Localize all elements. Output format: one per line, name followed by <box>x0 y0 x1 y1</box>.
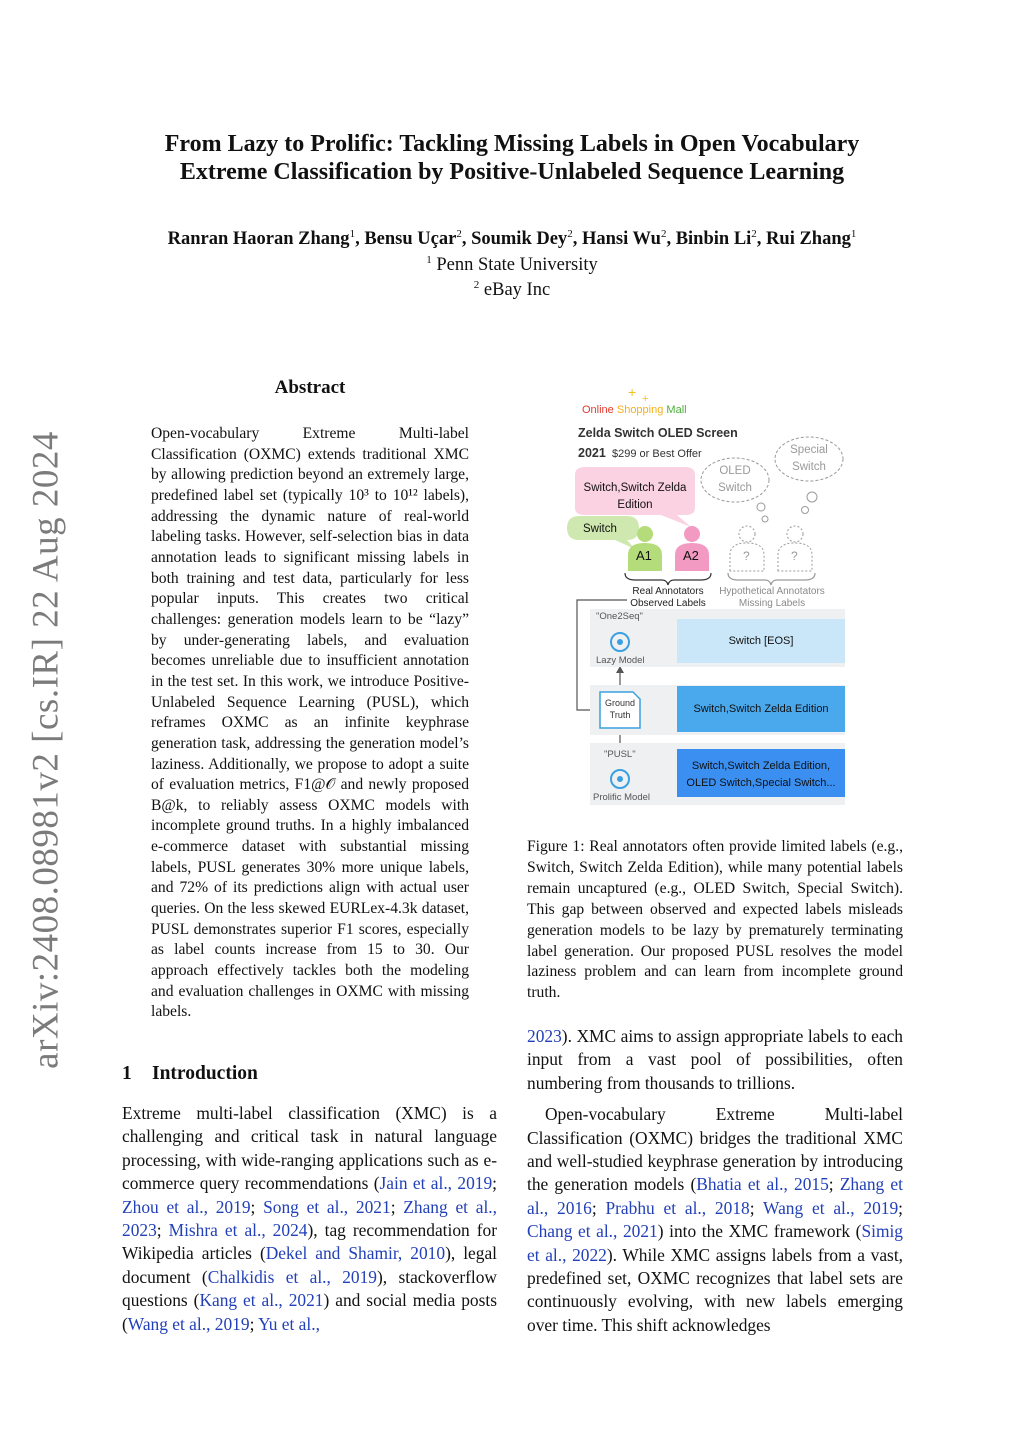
abstract-heading: Abstract <box>274 377 346 398</box>
citation-link[interactable]: Bhatia et al., 2015 <box>696 1174 829 1195</box>
missing-labels-label: Missing Labels <box>738 598 806 609</box>
unknown-annotator-mark: ? <box>791 549 798 563</box>
annotator-a2-label: A2 <box>683 548 699 563</box>
thought-special-text: Special Switch <box>790 444 828 473</box>
body-text: ; <box>250 1196 264 1217</box>
prolific-output-box <box>677 749 845 797</box>
figure-1-caption: Figure 1: Real annotators often provide limited labels (e.g., Switch, Switch Zelda Edition), while many potential labels remain uncaptured (e.g., OLED Switch, Special Switch). This gap between observed and expected labels misleads generation models to be lazy by prematurely terminating label generation. Our proposed PUSL resolves the model laziness problem and can learn from incomplete ground truth. <box>527 838 903 1002</box>
thought-dot <box>762 516 768 522</box>
paper-title <box>100 130 924 186</box>
citation-link[interactable]: Kang et al., 2021 <box>199 1290 324 1311</box>
mall-word: Mall <box>666 404 687 416</box>
thought-dot <box>807 492 817 502</box>
body-text: ) into the XMC framework ( <box>657 1221 862 1242</box>
lazy-model-icon-core <box>617 639 623 645</box>
affiliation-number: 1 <box>426 254 432 266</box>
body-text: ; <box>492 1173 497 1194</box>
author-affiliation-mark: 1 <box>349 228 356 240</box>
body-text: ; <box>249 1313 259 1334</box>
author-affiliation-mark: 2 <box>567 228 573 240</box>
body-text: ), stackoverflow questions ( <box>122 1266 497 1311</box>
product-year: 2021 <box>578 446 606 460</box>
author-name: Soumik Dey <box>471 229 568 249</box>
affiliation-name: Penn State University <box>436 255 598 275</box>
author-name: Binbin Li <box>675 229 752 249</box>
flow-arrowhead <box>616 666 624 673</box>
hypothetical-annotator-head <box>739 526 755 542</box>
one2seq-label: "One2Seq" <box>596 611 643 622</box>
body-text: ). While XMC assigns labels from a vast, predefined set, OXMC recognizes that label sets are continuously evolving, with new labels emerging over time. This shift acknowledges <box>527 1244 903 1335</box>
thought-dot <box>757 503 765 511</box>
mall-label <box>582 404 687 416</box>
product-price: $299 or Best Offer <box>612 448 702 460</box>
prolific-model-icon-core <box>617 776 623 782</box>
introduction-paragraph <box>527 1103 903 1337</box>
affiliation-number: 2 <box>473 279 480 291</box>
body-text: ; <box>828 1174 840 1195</box>
body-text: ; <box>591 1197 606 1218</box>
citation-link[interactable]: Chang et al., 2021 <box>527 1221 658 1242</box>
body-text: ), legal document ( <box>122 1243 497 1287</box>
annotator-a1-label: A1 <box>636 548 652 563</box>
citation-link[interactable]: Chalkidis et al., 2019 <box>207 1266 377 1287</box>
citation-link[interactable]: Mishra et al., 2024 <box>168 1220 308 1241</box>
hypothetical-annotators-label: Hypothetical Annotators <box>719 586 825 597</box>
annotator-a1-head <box>637 526 653 542</box>
body-text: Extreme multi-label classification (XMC) is a challenging and critical task in natural language processing, with wide-ranging applications such as e-commerce query recommendations ( <box>122 1103 497 1194</box>
annotator-a2-head <box>684 526 700 542</box>
bubble-a1-text: Switch <box>583 523 617 535</box>
body-text: ; <box>749 1197 764 1218</box>
author-affiliation-mark: 1 <box>850 228 857 240</box>
sparkle-icon: + <box>642 393 649 405</box>
introduction-paragraph <box>122 1102 497 1336</box>
author-affiliation-mark: 2 <box>660 228 667 240</box>
author-name: Rui Zhang <box>766 229 851 249</box>
title-line-1: From Lazy to Prolific: Tackling Missing Labels in Open Vocabulary <box>164 131 860 157</box>
citation-link[interactable]: Song et al., 2021 <box>263 1196 391 1217</box>
citation-link[interactable]: Wang et al., 2019 <box>127 1313 250 1334</box>
ground-truth-label: Ground Truth <box>604 698 636 720</box>
prolific-output-text-1: Switch,Switch Zelda Edition, <box>691 760 831 772</box>
citation-link[interactable]: Zhang et al., 2023 <box>122 1196 497 1241</box>
author-name: Hansi Wu <box>581 229 661 249</box>
figure-1 <box>565 383 865 813</box>
citation-link[interactable]: Zhou et al., 2019 <box>122 1196 251 1217</box>
arxiv-identifier: arXiv:2408.08981v2 [cs.IR] 22 Aug 2024 <box>25 431 67 1069</box>
author-name: Ranran Haoran Zhang <box>167 229 350 249</box>
author-affiliation-mark: 2 <box>456 228 462 240</box>
citation-link[interactable]: Yu et al., <box>258 1313 320 1334</box>
sparkle-icon: + <box>628 384 637 400</box>
body-text: Open-vocabulary Extreme Multi-label Classification (OXMC) bridges the traditional XMC and well-studied keyphrase generation by introducing the generation models ( <box>527 1104 903 1195</box>
lazy-output-text: Switch [EOS] <box>728 635 794 647</box>
section-number: 1 <box>122 1063 132 1084</box>
citation-link[interactable]: Zhang et al., 2016 <box>527 1174 903 1218</box>
body-text: ) and social media posts ( <box>122 1290 497 1334</box>
citation-link[interactable]: Dekel and Shamir, 2010 <box>265 1243 446 1264</box>
author-affiliation-mark: 2 <box>751 228 757 240</box>
citation-link[interactable]: Prabhu et al., 2018 <box>605 1197 750 1218</box>
mall-word: Shopping <box>616 404 664 416</box>
title-line-2: Extreme Classification by Positive-Unlabeled Sequence Learning <box>179 159 845 185</box>
observed-labels-label: Observed Labels <box>630 598 706 609</box>
author-list: Ranran Haoran Zhang$^1$, Bensu Uçar$^2$, Soumik Dey$^2$, Hansi Wu$^2$, Binbin Li$^2$, Rui Zhang$^1$ <box>167 228 857 249</box>
citation-link[interactable]: Jain et al., 2019 <box>379 1173 493 1194</box>
affiliation-1 <box>300 255 724 276</box>
pusl-label: "PUSL" <box>604 749 636 760</box>
affiliation-name: eBay Inc <box>483 280 551 300</box>
citation-link[interactable]: Wang et al., 2019 <box>763 1197 899 1218</box>
product-title: Zelda Switch OLED Screen <box>578 426 738 440</box>
real-annotators-label: Real Annotators <box>632 586 704 597</box>
body-text: ; <box>390 1196 404 1217</box>
affiliation-2 <box>300 280 724 301</box>
citation-link[interactable]: 2023 <box>527 1026 562 1046</box>
body-text: ; <box>898 1197 903 1218</box>
body-text: ), tag recommendation for Wikipedia articles ( <box>122 1220 497 1264</box>
bubble-a2-text: Switch,Switch Zelda Edition <box>583 482 687 511</box>
body-text: ; <box>156 1220 169 1241</box>
citation-link[interactable]: Simig et al., 2022 <box>527 1221 903 1265</box>
real-annotators-brace <box>625 573 711 585</box>
introduction-paragraph <box>527 1025 903 1095</box>
lazy-model-label: Lazy Model <box>596 655 645 666</box>
prolific-output-text-2: OLED Switch,Special Switch... <box>686 777 836 789</box>
mall-word: Online <box>582 404 614 416</box>
thought-oled-text: OLED Switch <box>718 465 752 494</box>
body-text: ). XMC aims to assign appropriate labels to each input from a vast pool of possibilities, often numbering from thousands to trillions. <box>527 1026 903 1093</box>
unknown-annotator-mark: ? <box>743 549 750 563</box>
section-heading <box>122 1063 258 1085</box>
author-name: Bensu Uçar <box>364 229 457 249</box>
thought-dot <box>802 507 809 514</box>
prolific-model-label: Prolific Model <box>593 792 651 803</box>
introduction-right-column <box>527 1025 903 1337</box>
hypothetical-annotators-brace <box>728 573 815 585</box>
section-title: Introduction <box>152 1063 258 1084</box>
ground-truth-output-text: Switch,Switch Zelda Edition <box>693 703 829 715</box>
abstract-text: Open-vocabulary Extreme Multi-label Classification (OXMC) extends traditional XMC by allowing prediction beyond an extremely large, predefined label set (typically 10³ to 10¹² labels), addressing the dynamic nature of real-world labeling tasks. However, self-selection bias in data annotation leads to significant missing labels in both training and test data, particularly for less popular inputs. This creates two critical challenges: generation models learn to be “lazy” by under-generating labels, and evaluation becomes unreliable due to insufficient annotation in the test set. In this work, we introduce Positive-Unlabeled Sequence Learning (PUSL), which reframes OXMC as an infinite keyphrase generation task, addressing the generation model’s laziness. Additionally, we propose to adopt a suite of evaluation metrics, F1@𝒪 and newly proposed B@k, to reliably assess OXMC models with incomplete ground truths. In a highly imbalanced e-commerce dataset with substantial missing labels, PUSL generates 30% more unique labels, and 72% of its predictions align with actual user queries. On the less skewed EURLex-4.3k dataset, PUSL demonstrates superior F1 scores, especially as label counts increase from 15 to 30. Our approach effectively tackles both the modeling and evaluation challenges in OXMC with missing labels. <box>151 425 469 1021</box>
hypothetical-annotator-head <box>787 526 803 542</box>
